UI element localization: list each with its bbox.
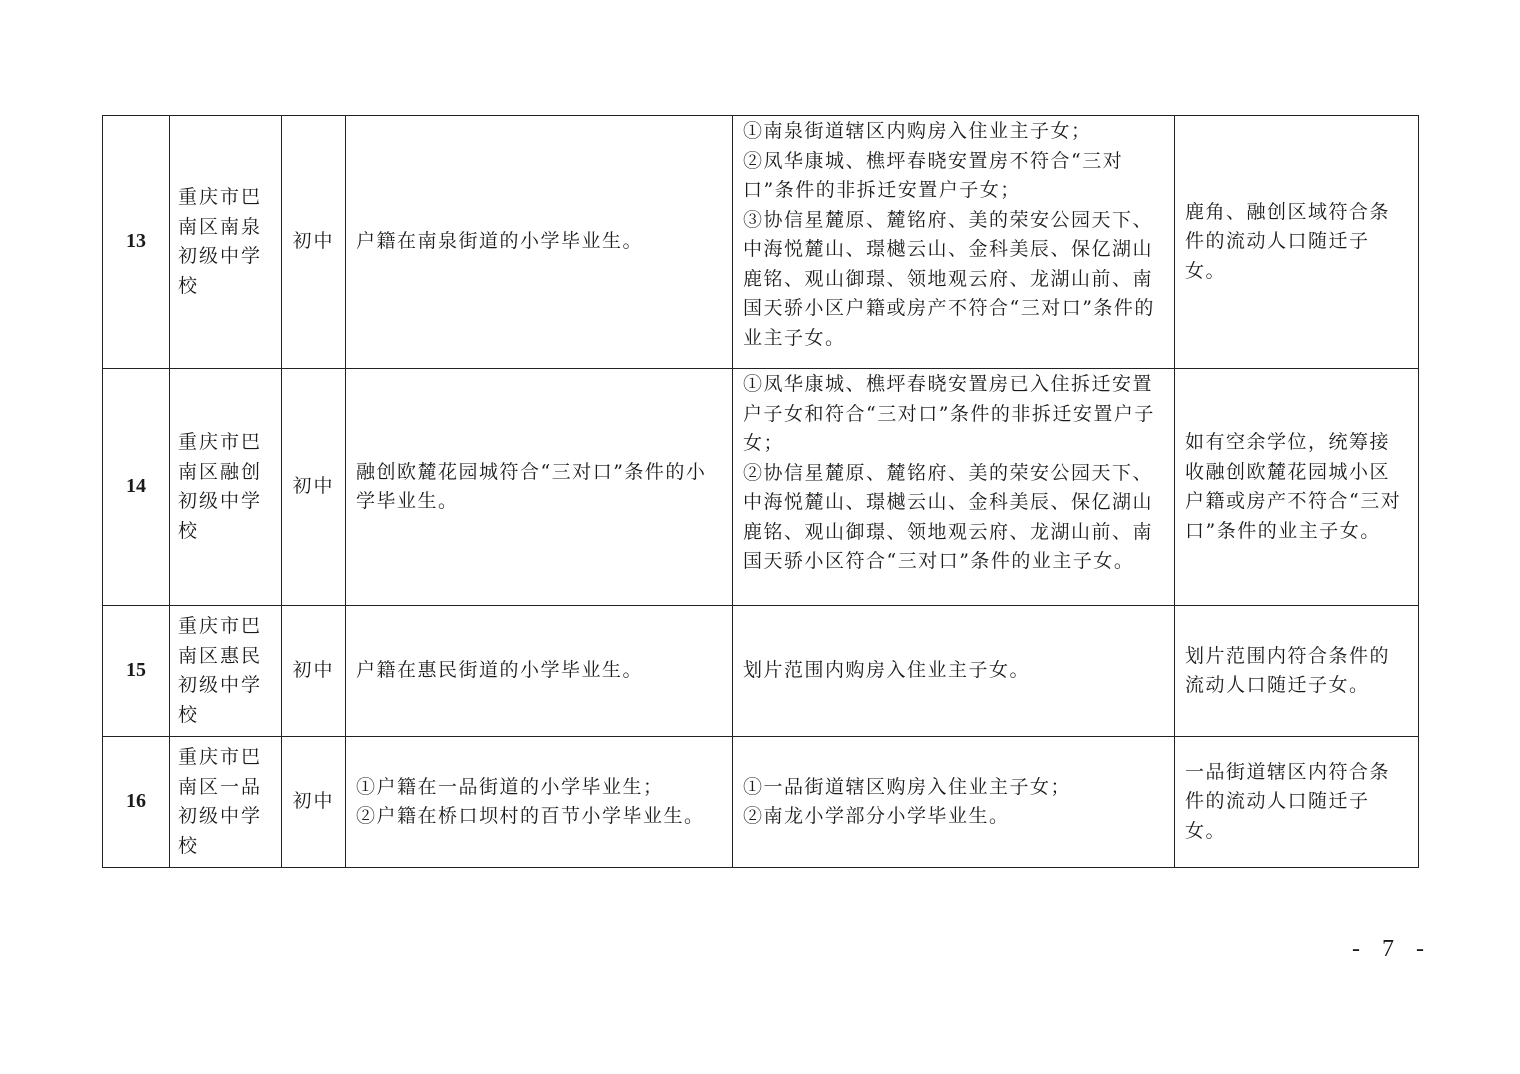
- school-level: 初中: [282, 606, 346, 737]
- additional-enrollment: 如有空余学位，统筹接收融创欧麓花园城小区户籍或房产不符合“三对口”条件的业主子女。: [1175, 369, 1419, 606]
- school-level: 初中: [282, 737, 346, 868]
- row-number: 14: [103, 369, 170, 606]
- school-name: 重庆市巴南区南泉初级中学校: [170, 116, 282, 369]
- additional-enrollment: 一品街道辖区内符合条件的流动人口随迁子女。: [1175, 737, 1419, 868]
- enrollment-conditions: ①凤华康城、樵坪春晓安置房已入住拆迁安置户子女和符合“三对口”条件的非拆迁安置户子女； ②协信星麓原、麓铭府、美的荣安公园天下、中海悦麓山、璟樾云山、金科美辰、保亿湖山鹿铭、观山御璟、领地观云府、龙湖山前、南国天骄小区符合“三对口”条件的业主子女。: [733, 369, 1175, 606]
- school-level: 初中: [282, 116, 346, 369]
- row-number: 15: [103, 606, 170, 737]
- table-row: [103, 606, 1419, 737]
- additional-enrollment: 鹿角、融创区域符合条件的流动人口随迁子女。: [1175, 116, 1419, 369]
- enrollment-conditions: ①南泉街道辖区内购房入住业主子女； ②凤华康城、樵坪春晓安置房不符合“三对口”条件的非拆迁安置户子女； ③协信星麓原、麓铭府、美的荣安公园天下、中海悦麓山、璟樾云山、金科美辰、保亿湖山鹿铭、观山御璟、领地观云府、龙湖山前、南国天骄小区户籍或房产不符合“三对口”条件的业主子女。: [733, 116, 1175, 369]
- enrollment-range: 融创欧麓花园城符合“三对口”条件的小学毕业生。: [346, 369, 733, 606]
- enrollment-range: 户籍在南泉街道的小学毕业生。: [346, 116, 733, 369]
- row-number: 13: [103, 116, 170, 369]
- row-number: 16: [103, 737, 170, 868]
- page-number: - 7 -: [1352, 936, 1432, 962]
- table-row: [103, 737, 1419, 868]
- table-row: [103, 369, 1419, 606]
- table-row: [103, 116, 1419, 369]
- additional-enrollment: 划片范围内符合条件的流动人口随迁子女。: [1175, 606, 1419, 737]
- school-name: 重庆市巴南区一品初级中学校: [170, 737, 282, 868]
- enrollment-conditions: 划片范围内购房入住业主子女。: [733, 606, 1175, 737]
- enrollment-range: 户籍在惠民街道的小学毕业生。: [346, 606, 733, 737]
- school-name: 重庆市巴南区融创初级中学校: [170, 369, 282, 606]
- enrollment-conditions: ①一品街道辖区购房入住业主子女； ②南龙小学部分小学毕业生。: [733, 737, 1175, 868]
- enrollment-range: ①户籍在一品街道的小学毕业生； ②户籍在桥口坝村的百节小学毕业生。: [346, 737, 733, 868]
- school-level: 初中: [282, 369, 346, 606]
- enrollment-table: [102, 115, 1419, 868]
- school-name: 重庆市巴南区惠民初级中学校: [170, 606, 282, 737]
